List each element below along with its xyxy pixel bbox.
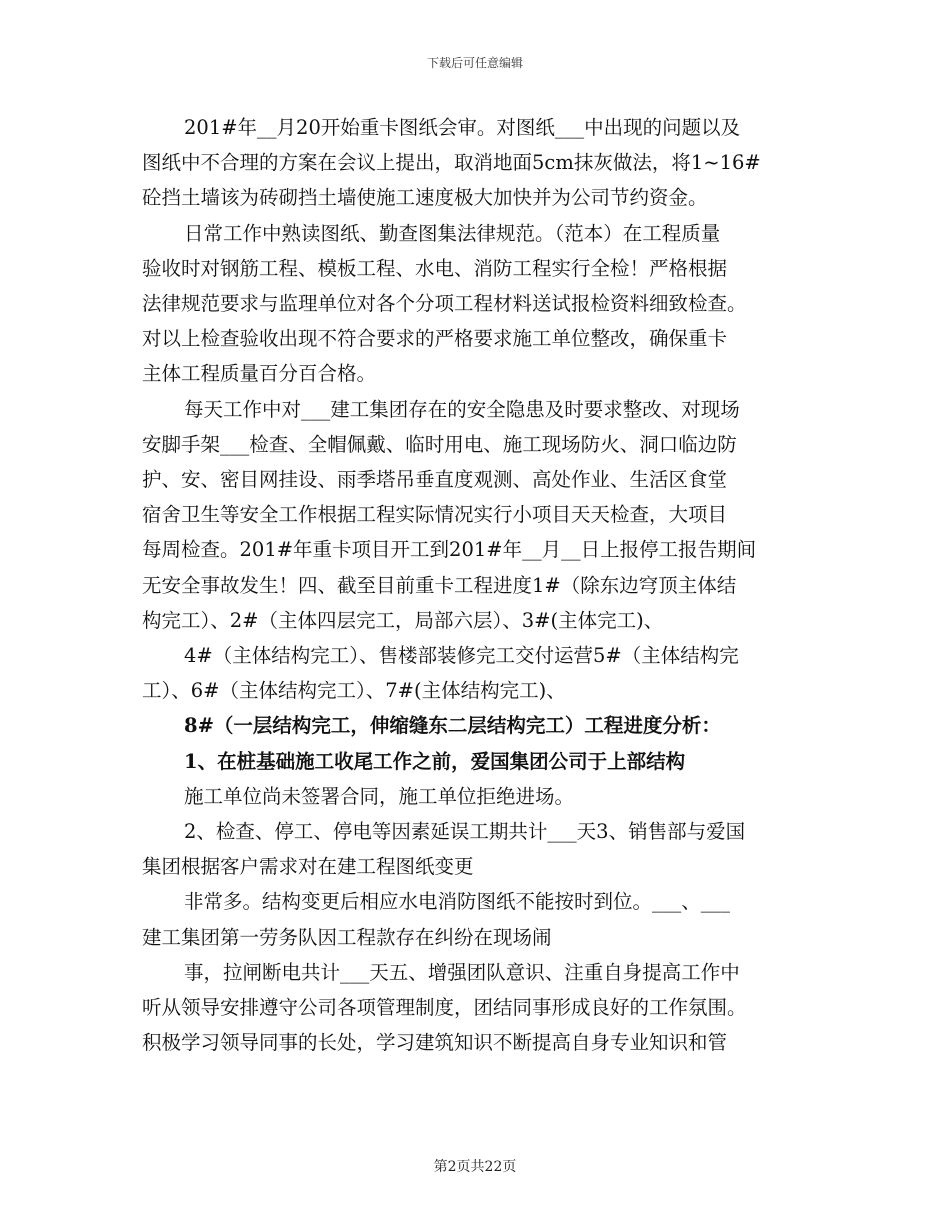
text-line: 201#年__月20开始重卡图纸会审。对图纸___中出现的问题以及 [184,116,741,139]
paragraph-5 [142,708,812,743]
paragraph-6 [142,744,812,779]
paragraph-9 [142,884,812,954]
text-line: 2、检查、停工、停电等因素延误工期共计___天3、销售部与爱国 [184,820,746,844]
text-line: 积极学习领导同事的长处，学习建筑知识不断提高自身专业知识和管 [142,1031,728,1055]
text-line: 主体工程质量百分百合格。 [142,362,377,386]
page-number-footer: 第2页共22页 [433,1159,517,1175]
text-line: 听从领导安排遵守公司各项管理制度，团结同事形成良好的工作氛围。 [142,996,747,1020]
text-line: 安脚手架___检查、全帽佩戴、临时用电、施工现场防火、洞口临边防 [142,432,737,456]
text-line: 构完工）、2#（主体四层完工，局部六层）、3#(主体完工)、 [142,608,664,632]
text-line: 非常多。结构变更后相应水电消防图纸不能按时到位。___、___ [184,890,731,914]
paragraph-3 [142,392,812,638]
paragraph-10 [142,955,812,1061]
text-line: 砼挡土墙该为砖砌挡土墙使施工速度极大加快并为公司节约资金。 [142,186,708,210]
text-line: 每周检查。201#年重卡项目开工到201#年__月__日上报停工报告期间 [142,538,757,562]
text-line: 每天工作中对___建工集团存在的安全隐患及时要求整改、对现场 [184,397,740,421]
text-line: 验收时对钢筋工程、模板工程、水电、消防工程实行全检！严格根据 [142,256,728,280]
text-line: 法律规范要求与监理单位对各个分项工程材料送试报检资料细致检查。 [142,292,747,316]
paragraph-4 [142,638,812,708]
page-header: 下载后可任意编辑 [426,56,523,70]
section-heading: 1、在桩基础施工收尾工作之前，爱国集团公司于上部结构 [184,749,686,773]
text-line: 护、安、密目网挂设、雨季塔吊垂直度观测、高处作业、生活区食堂 [142,468,728,492]
text-line: 建工集团第一劳务队因工程款存在纠纷在现场闹 [142,925,552,949]
text-line: 施工单位尚未签署合同，施工单位拒绝进场。 [184,784,575,808]
text-line: 宿舍卫生等安全工作根据工程实际情况实行小项目天天检查，大项目 [142,503,728,527]
text-line: 事，拉闸断电共计___天五、增强团队意识、注重自身提高工作中 [184,960,740,984]
paragraph-8 [142,814,812,884]
document-body [142,110,812,1060]
section-heading: 8#（一层结构完工，伸缩缝东二层结构完工）工程进度分析： [184,714,721,738]
text-line: 日常工作中熟读图纸、勤查图集法律规范。（范本）在工程质量 [184,221,721,245]
text-line: 对以上检查验收出现不符合要求的严格要求施工单位整改，确保重卡 [142,327,728,351]
text-line: 图纸中不合理的方案在会议上提出，取消地面5cm抹灰做法，将1~16# [142,151,761,175]
text-line: 工）、6#（主体结构完工）、7#(主体结构完工)、 [142,679,566,703]
text-line: 无安全事故发生！四、截至目前重卡工程进度1#（除东边穹顶主体结 [142,573,737,597]
paragraph-7 [142,779,812,814]
text-line: 集团根据客户需求对在建工程图纸变更 [142,855,474,879]
paragraph-1 [142,110,812,216]
text-line: 4#（主体结构完工）、售楼部装修完工交付运营5#（主体结构完 [184,644,739,668]
paragraph-2 [142,216,812,392]
